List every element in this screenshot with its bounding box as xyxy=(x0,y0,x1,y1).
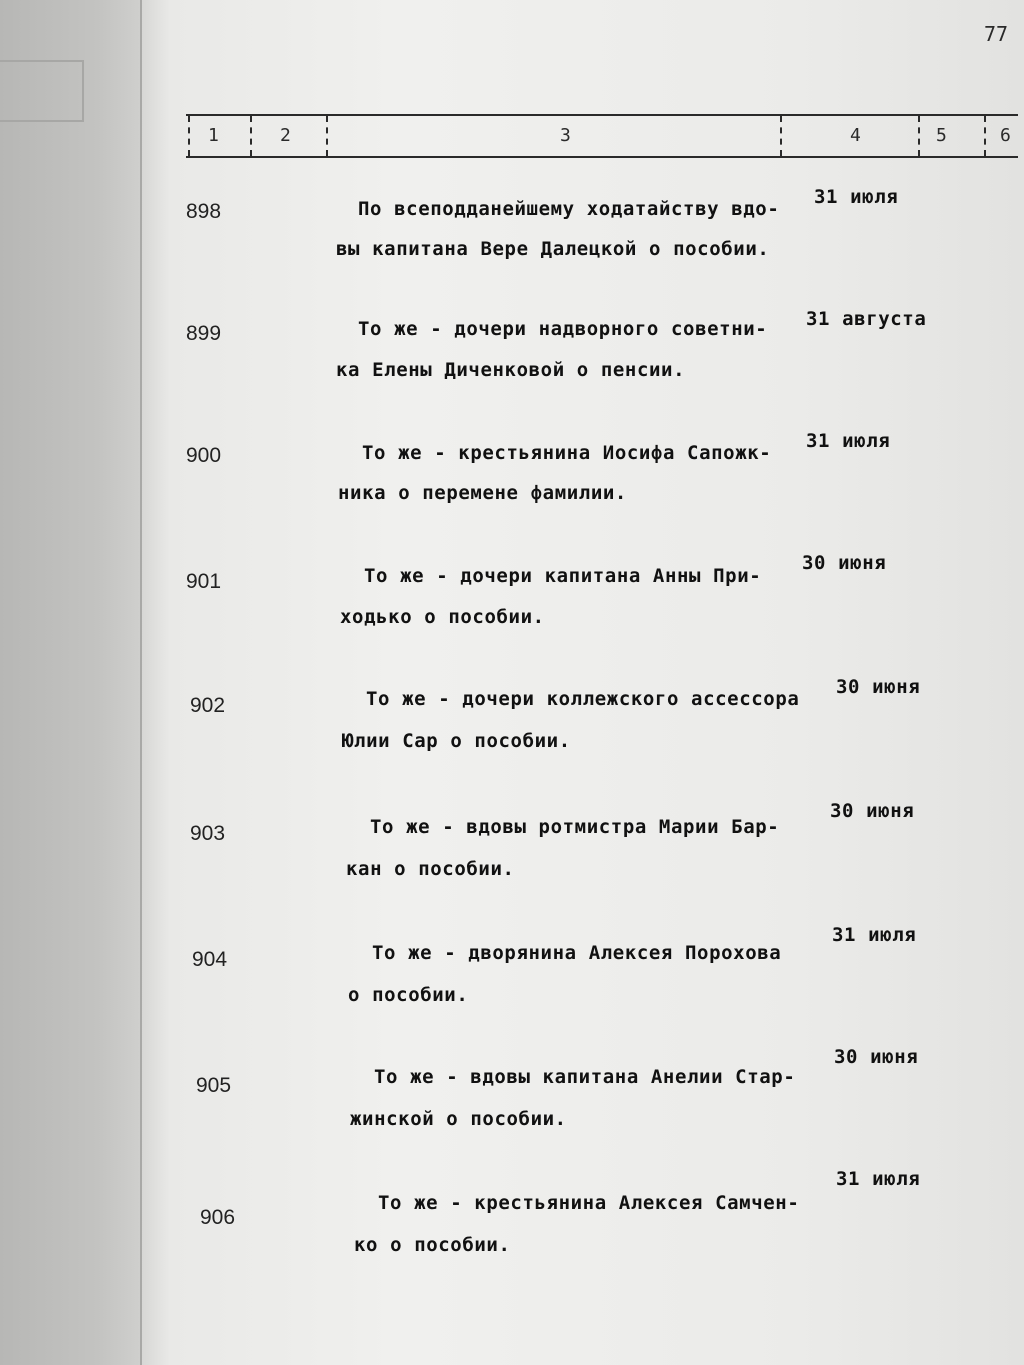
previous-page-box xyxy=(0,60,84,122)
page-number: 77 xyxy=(984,22,1009,46)
column-label-2: 2 xyxy=(280,125,291,146)
column-separator xyxy=(918,116,920,156)
entry-text-line: жинской о пособии. xyxy=(350,1108,567,1130)
column-label-1: 1 xyxy=(208,125,219,146)
column-header-row xyxy=(186,114,1018,158)
entry-date: 31 августа xyxy=(806,308,927,330)
entry-text-line: о пособии. xyxy=(348,984,469,1006)
entry-date: 30 июня xyxy=(802,552,887,574)
entry-text-line: То же - крестьянина Алексея Самчен- xyxy=(378,1192,800,1214)
column-separator xyxy=(188,116,190,156)
entry-date: 31 июля xyxy=(814,186,899,208)
entry-text-line: То же - дочери надворного советни- xyxy=(358,318,768,340)
entry-text-line: То же - вдовы ротмистра Марии Бар- xyxy=(370,816,780,838)
entry-date: 31 июля xyxy=(806,430,891,452)
column-separator xyxy=(250,116,252,156)
entry-date: 30 июня xyxy=(836,676,921,698)
entry-text-line: ходько о пособии. xyxy=(340,606,545,628)
column-separator xyxy=(326,116,328,156)
entry-number: 904 xyxy=(192,948,228,971)
entry-text-line: По всеподданейшему ходатайству вдо- xyxy=(358,198,780,220)
entry-text-line: вы капитана Вере Далецкой о пособии. xyxy=(336,238,770,260)
entry-date: 30 июня xyxy=(830,800,915,822)
entry-number: 905 xyxy=(196,1074,232,1097)
entry-date: 31 июля xyxy=(836,1168,921,1190)
entry-date: 31 июля xyxy=(832,924,917,946)
column-separator xyxy=(780,116,782,156)
previous-page-edge xyxy=(0,0,142,1365)
entry-number: 903 xyxy=(190,822,226,845)
entry-number: 901 xyxy=(186,570,222,593)
entry-date: 30 июня xyxy=(834,1046,919,1068)
entry-text-line: ка Елены Диченковой о пенсии. xyxy=(336,359,686,381)
column-label-3: 3 xyxy=(560,125,571,146)
entry-text-line: То же - вдовы капитана Анелии Стар- xyxy=(374,1066,796,1088)
entry-text-line: кан о пособии. xyxy=(346,858,515,880)
entry-number: 902 xyxy=(190,694,226,717)
column-label-6: 6 xyxy=(1000,125,1011,146)
column-label-4: 4 xyxy=(850,125,861,146)
entry-number: 906 xyxy=(200,1206,236,1229)
entry-text-line: Юлии Сар о пособии. xyxy=(342,730,571,752)
entry-text-line: ко о пособии. xyxy=(354,1234,511,1256)
entry-number: 899 xyxy=(186,322,222,345)
entry-text-line: ника о перемене фамилии. xyxy=(338,482,627,504)
entry-text-line: То же - крестьянина Иосифа Сапожк- xyxy=(362,442,772,464)
column-separator xyxy=(984,116,986,156)
entry-text-line: То же - дочери капитана Анны При- xyxy=(364,565,762,587)
column-label-5: 5 xyxy=(936,125,947,146)
entry-number: 898 xyxy=(186,200,222,223)
entry-text-line: То же - дочери коллежского ассессора xyxy=(366,688,800,710)
entry-text-line: То же - дворянина Алексея Порохова xyxy=(372,942,782,964)
entry-number: 900 xyxy=(186,444,222,467)
